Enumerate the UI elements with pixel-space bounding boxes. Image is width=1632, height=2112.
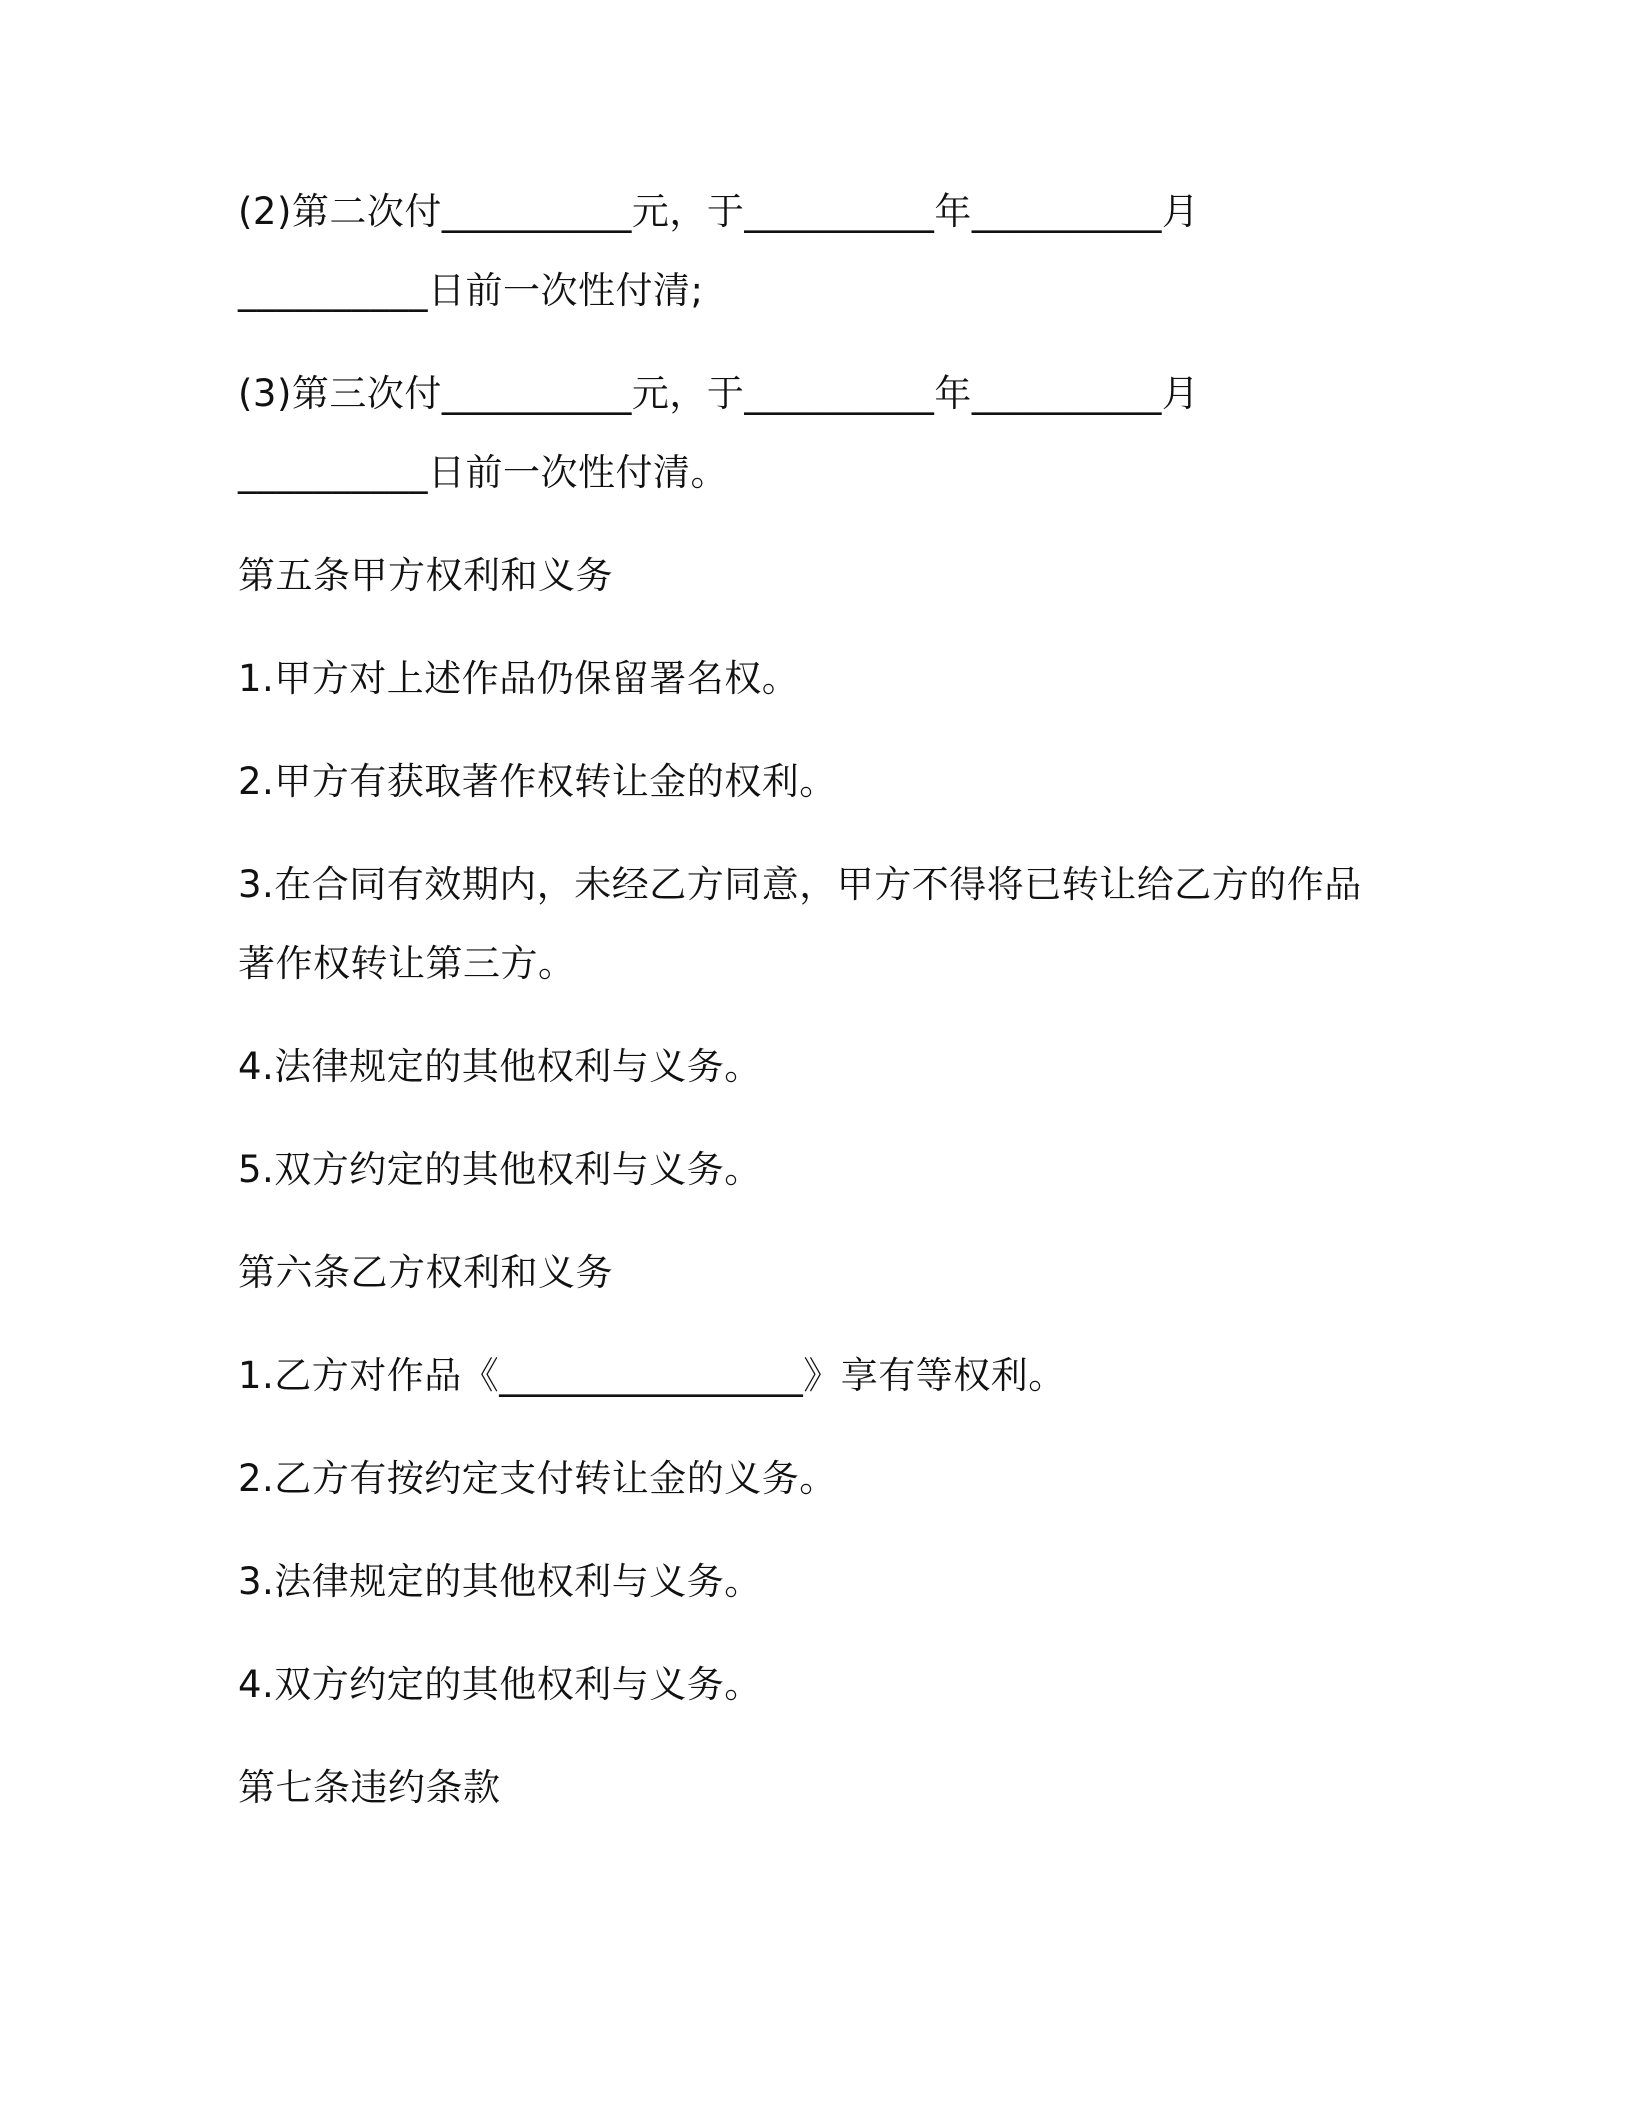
article-5-item-5: 5.双方约定的其他权利与义务。 bbox=[238, 1148, 762, 1191]
article-5-item-1: 1.甲方对上述作品仍保留署名权。 bbox=[238, 657, 800, 700]
article-5-item-3-line-1: 3.在合同有效期内，未经乙方同意，甲方不得将已转让给乙方的作品 bbox=[238, 863, 1362, 906]
article-5-item-2: 2.甲方有获取著作权转让金的权利。 bbox=[238, 760, 837, 803]
payment-2-line-1: (2)第二次付__________元，于__________年__________月 bbox=[238, 190, 1200, 233]
article-6-item-2: 2.乙方有按约定支付转让金的义务。 bbox=[238, 1457, 837, 1500]
payment-3-line-2: __________日前一次性付清。 bbox=[238, 451, 728, 494]
payment-3-line-1: (3)第三次付__________元，于__________年__________月 bbox=[238, 372, 1200, 415]
article-6-item-4: 4.双方约定的其他权利与义务。 bbox=[238, 1663, 762, 1706]
article-5-item-3-line-2: 著作权转让第三方。 bbox=[238, 942, 576, 985]
article-6-item-3: 3.法律规定的其他权利与义务。 bbox=[238, 1560, 762, 1603]
article-6-item-1: 1.乙方对作品《________________》享有等权利。 bbox=[238, 1354, 1066, 1397]
article-7-heading: 第七条违约条款 bbox=[238, 1766, 501, 1809]
article-6-heading: 第六条乙方权利和义务 bbox=[238, 1251, 613, 1294]
article-5-item-4: 4.法律规定的其他权利与义务。 bbox=[238, 1045, 762, 1088]
payment-2-line-2: __________日前一次性付清; bbox=[238, 269, 704, 312]
document-body bbox=[238, 190, 1418, 1810]
article-5-heading: 第五条甲方权利和义务 bbox=[238, 554, 613, 597]
